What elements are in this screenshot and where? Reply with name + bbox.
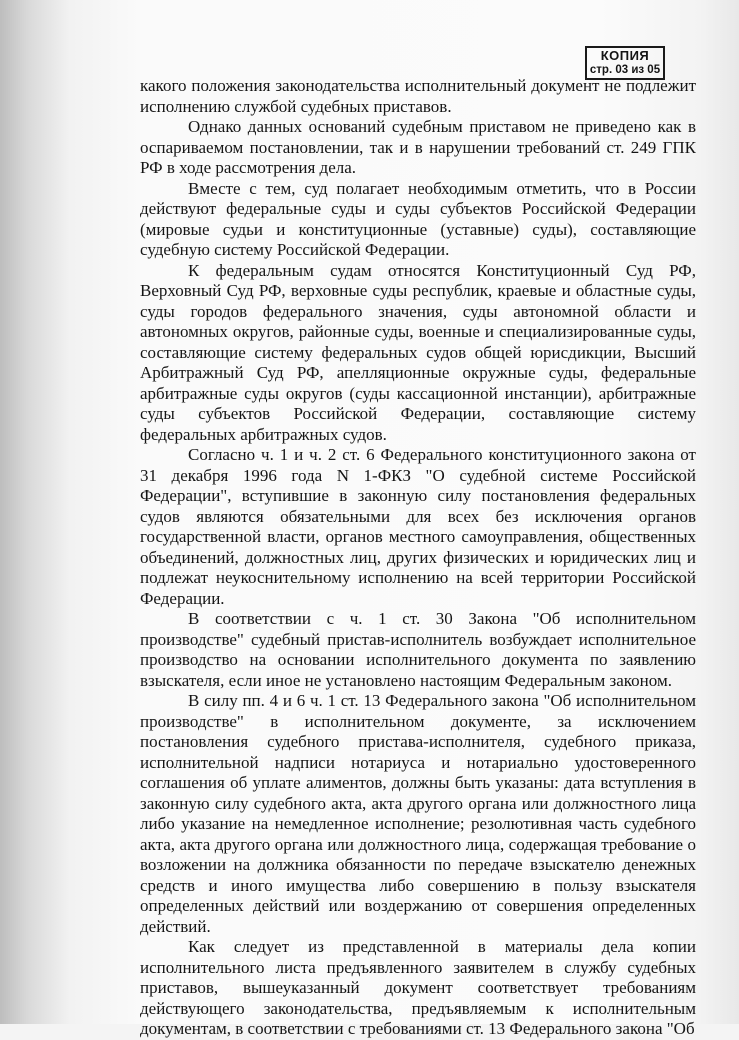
copy-stamp [585, 46, 665, 80]
paragraph: В соответствии с ч. 1 ст. 30 Закона "Об исполнительном производстве" судебный пристав-исполнитель возбуждает исполнительное производство на основании исполнительного документа по заявлению взыскателя, если иное не установлено настоящим Федеральным законом. [140, 609, 696, 690]
paragraph: Однако данных оснований судебным приставом не приведено как в оспариваемом постановлении, так и в нарушении требований ст. 249 ГПК РФ в ходе рассмотрения дела. [140, 117, 696, 177]
paragraph: К федеральным судам относятся Конституционный Суд РФ, Верховный Суд РФ, верховные суды республик, краевые и областные суды, суды городов федерального значения, суды автономной области и автономных округов, районные суды, военные и специализированные суды, составляющие систему федеральных судов общей юрисдикции, Высший Арбитражный Суд РФ, апелляционные окружные суды, федеральные арбитражные суды округов (суды кассационной инстанции), арбитражные суды субъектов Российской Федерации, составляющие систему федеральных арбитражных судов. [140, 260, 696, 444]
paragraph: Вместе с тем, суд полагает необходимым отметить, что в России действуют федеральные суды и суды субъектов Российской Федерации (мировые судьи и конституционные (уставные) суды), составляющие судебную систему Российской Федерации. [140, 178, 696, 259]
paragraph: Согласно ч. 1 и ч. 2 ст. 6 Федерального конституционного закона от 31 декабря 1996 года N 1-ФКЗ "О судебной системе Российской Федерации", вступившие в законную силу постановления федеральных судов являются обязательными для всех без исключения органов государственной власти, органов местного самоуправления, общественных объединений, должностных лиц, других физических и юридических лиц и подлежат неукоснительному исполнению на всей территории Российской Федерации. [140, 445, 696, 608]
document-body [140, 76, 696, 1040]
paragraph: Как следует из представленной в материалы дела копии исполнительного листа предъявленного заявителем в службу судебных приставов, вышеуказанный документ соответствует требованиям действующего законодательства, предъявляемым к исполнительным документам, в соответствии с требованиями ст. 13 Федерального закона "Об [140, 937, 696, 1038]
stamp-page-number: стр. 03 из 05 [589, 64, 661, 76]
paragraph-continuation: какого положения законодательства исполнительный документ не подлежит исполнению службой судебных приставов. [140, 76, 696, 116]
paragraph: В силу пп. 4 и 6 ч. 1 ст. 13 Федерального закона "Об исполнительном производстве" в исполнительном документе, за исключением постановления судебного пристава-исполнителя, судебного приказа, исполнительной надписи нотариуса и нотариально удостоверенного соглашения об уплате алиментов, должны быть указаны: дата вступления в законную силу судебного акта, акта другого органа или должностного лица либо указание на немедленное исполнение; резолютивная часть судебного акта, акта другого органа или должностного лица, содержащая требование о возложении на должника обязанности по передаче взыскателю денежных средств и иного имущества либо совершению в пользу взыскателя определенных действий или воздержанию от совершения определенных действий. [140, 691, 696, 936]
stamp-title: КОПИЯ [600, 48, 650, 63]
